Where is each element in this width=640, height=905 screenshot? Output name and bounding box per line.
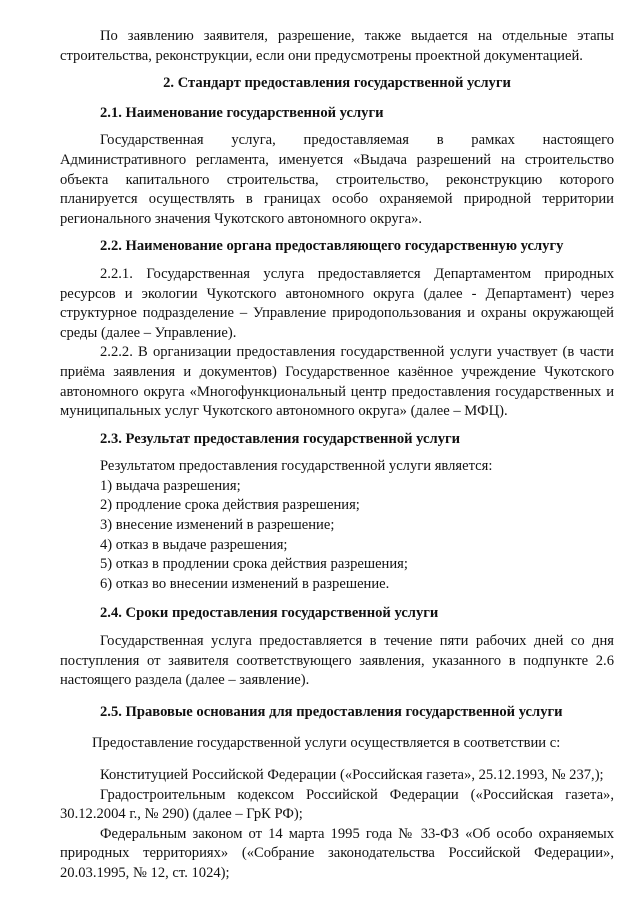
section-2-2-2-text: 2.2.2. В организации предоставления государственной услуги участвует (в части приёма заявления и документов) Государственное казённое учреждение Чукотского автономного округа «Многофункциональный центр предоставления государственных и муниципальных услуг Чукотского автономного округа» (далее – МФЦ). [60, 344, 614, 420]
section-2-title: 2. Стандарт предоставления государственной услуги [163, 75, 511, 92]
section-2-5-constitution: Конституцией Российской Федерации («Российская газета», 25.12.1993, № 237,); [100, 767, 604, 783]
section-2-2-1-text: 2.2.1. Государственная услуга предоставляется Департаментом природных ресурсов и экологии Чукотского автономного округа (далее - Департамент) через структурное подразделение – Управление природопользования и охраны окружающей среды (далее – Управление). [60, 265, 614, 341]
list-item: 6) отказ во внесении изменений в разрешение. [100, 575, 390, 592]
list-item: 1) выдача разрешения; [100, 477, 241, 494]
section-2-1-text: Государственная услуга, предоставляемая в рамках настоящего Административного регламента, именуется «Выдача разрешений на строительство объекта капитального строительства, строительство, реконструкцию которого планируется осуществлять в границах особо охраняемой природной территории регионального значения Чукотского автономного округа». [60, 132, 614, 227]
list-item: 5) отказ в продлении срока действия разрешения; [100, 556, 408, 573]
section-2-5-grk: Градостроительным кодексом Российской Федерации («Российская газета», 30.12.2004 г., № 290) (далее – ГрК РФ); [60, 786, 614, 823]
list-item: 4) отказ в выдаче разрешения; [100, 536, 288, 553]
section-2-3-intro: Результатом предоставления государственной услуги является: [100, 458, 493, 475]
section-2-3-heading: 2.3. Результат предоставления государственной услуги [100, 430, 461, 447]
list-item: 3) внесение изменений в разрешение; [100, 517, 335, 534]
section-2-4-text: Государственная услуга предоставляется в течение пяти рабочих дней со дня поступления от заявителя соответствующего заявления, указанного в подпункте 2.6 настоящего раздела (далее – заявление). [60, 633, 614, 689]
section-2-2-heading: 2.2. Наименование органа предоставляющего государственную услугу [100, 238, 564, 255]
section-2-5-lead: Предоставление государственной услуги осуществляется в соответствии с: [92, 735, 561, 752]
intro-paragraph: По заявлению заявителя, разрешение, также выдается на отдельные этапы строительства, реконструкции, если они предусмотрены проектной документацией. [60, 28, 614, 64]
section-2-4-heading: 2.4. Сроки предоставления государственной услуги [100, 605, 439, 622]
section-2-5-heading: 2.5. Правовые основания для предоставления государственной услуги [100, 703, 563, 720]
list-item: 2) продление срока действия разрешения; [100, 497, 360, 514]
section-2-5-federal-law: Федеральным законом от 14 марта 1995 года № 33-ФЗ «Об особо охраняемых природных территориях» («Собрание законодательства Российской Федерации», 20.03.1995, № 12, ст. 1024); [60, 825, 614, 881]
section-2-1-heading: 2.1. Наименование государственной услуги [100, 104, 384, 121]
result-list [60, 477, 614, 595]
